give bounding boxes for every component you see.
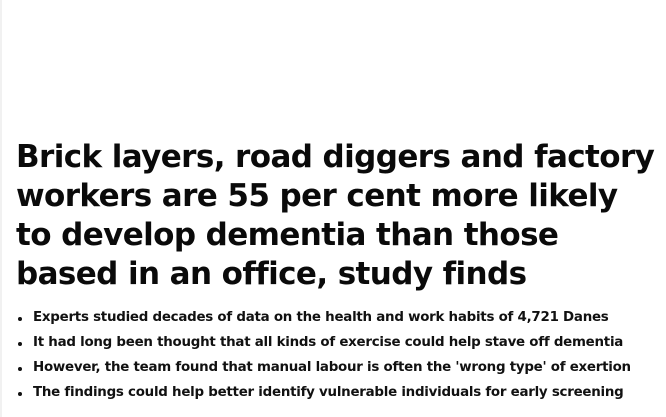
bullet-dot-icon (18, 367, 22, 371)
summary-bullet-text: The findings could help better identify vulnerable individuals for early screening (33, 385, 624, 400)
summary-bullet (18, 356, 663, 381)
summary-bullet-text: However, the team found that manual labour is often the 'wrong type' of exertion (33, 360, 631, 375)
summary-bullet (18, 381, 663, 406)
bullet-dot-icon (18, 317, 22, 321)
article-headline: Brick layers, road diggers and factory workers are 55 per cent more likely to develop dementia than those based in an office, study finds (16, 139, 655, 292)
summary-bullet (18, 331, 663, 356)
summary-bullet-text: It had long been thought that all kinds of exercise could help stave off dementia (33, 335, 624, 350)
summary-bullet-text: Experts studied decades of data on the health and work habits of 4,721 Danes (33, 310, 609, 325)
bullet-dot-icon (18, 392, 22, 396)
bullet-dot-icon (18, 342, 22, 346)
article-summary-bullets (18, 306, 663, 406)
left-divider (0, 0, 2, 417)
summary-bullet (18, 306, 663, 331)
